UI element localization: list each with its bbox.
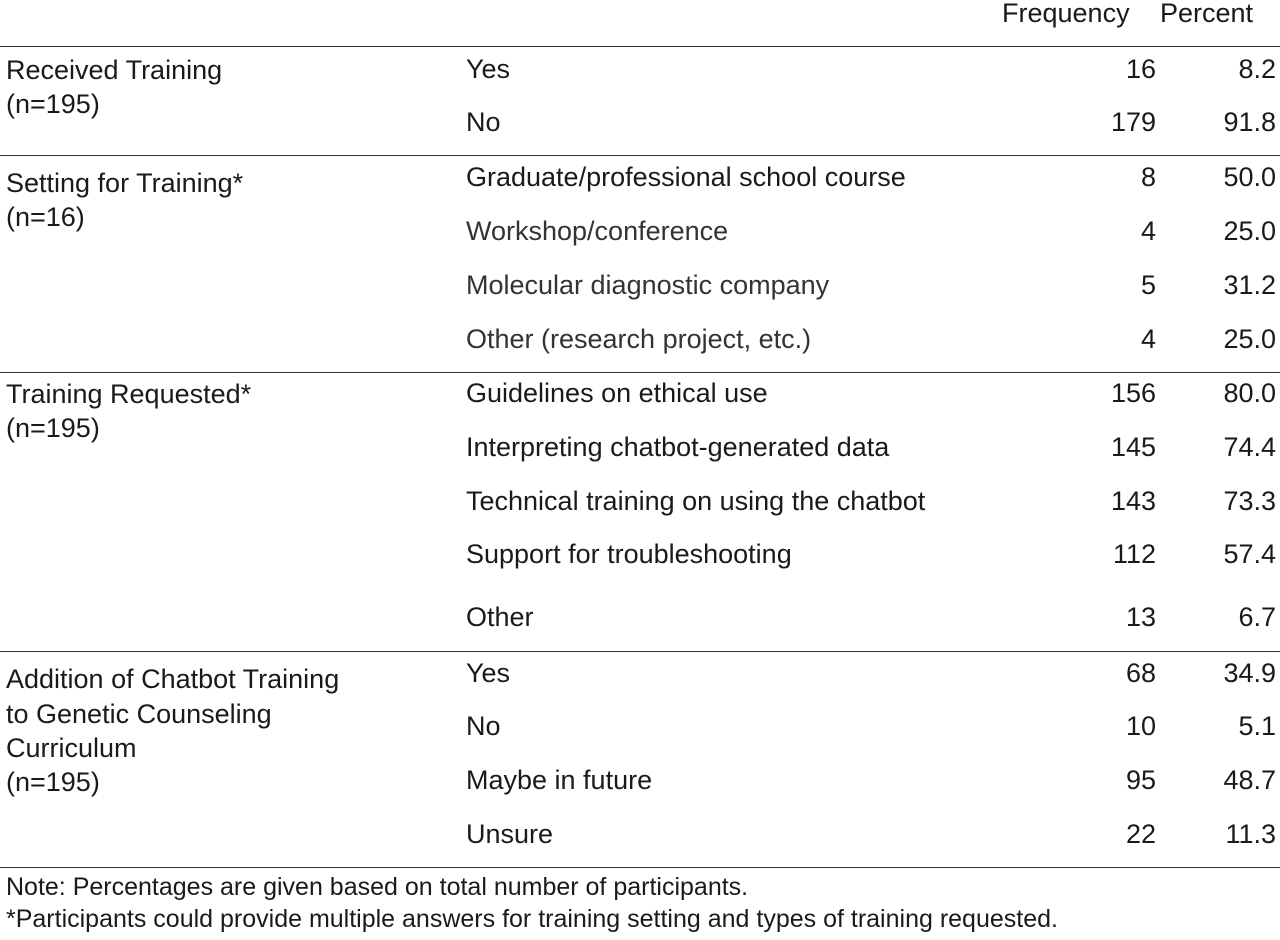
percent-value: 57.4: [1223, 539, 1276, 569]
table-note: Note: Percentages are given based on total number of participants.: [6, 873, 749, 901]
option-label: Yes: [466, 54, 511, 84]
category-label-line: Setting for Training*: [6, 168, 244, 198]
frequency-value: 4: [1140, 324, 1156, 354]
frequency-value: 95: [1125, 765, 1156, 795]
frequency-value: 112: [1112, 539, 1156, 569]
frequency-value: 145: [1110, 432, 1156, 462]
option-label: Other (research project, etc.): [466, 324, 812, 354]
frequency-value: 4: [1140, 216, 1156, 246]
category-label-line: (n=195): [6, 89, 100, 119]
option-label: No: [466, 711, 501, 741]
option-label: Support for troubleshooting: [466, 539, 792, 569]
percent-value: 6.7: [1238, 602, 1276, 632]
percent-value: 34.9: [1223, 658, 1276, 688]
category-label-line: (n=195): [6, 413, 100, 443]
frequency-value: 179: [1110, 107, 1156, 137]
frequency-value: 68: [1125, 658, 1156, 688]
frequency-value: 13: [1125, 602, 1156, 632]
frequency-value: 8: [1140, 162, 1156, 192]
category-label-line: (n=195): [6, 767, 100, 797]
section-rule: [0, 372, 1280, 373]
frequency-value: 143: [1110, 486, 1156, 516]
option-label: Molecular diagnostic company: [466, 270, 830, 300]
section-rule: [0, 651, 1280, 652]
option-label: Technical training on using the chatbot: [466, 486, 926, 516]
header-percent: Percent: [1160, 0, 1254, 28]
option-label: Workshop/conference: [466, 216, 729, 246]
frequency-value: 10: [1125, 711, 1156, 741]
percent-value: 91.8: [1223, 107, 1276, 137]
category-label-line: Curriculum: [6, 733, 137, 763]
frequency-value: 5: [1140, 270, 1156, 300]
percent-value: 73.3: [1223, 486, 1276, 516]
percent-value: 80.0: [1223, 378, 1276, 408]
percent-value: 50.0: [1223, 162, 1276, 192]
category-label-line: Addition of Chatbot Training: [6, 664, 340, 694]
option-label: Maybe in future: [466, 765, 653, 795]
table-footnote: *Participants could provide multiple answers for training setting and types of training requested.: [6, 905, 1058, 933]
option-label: Guidelines on ethical use: [466, 378, 768, 408]
section-rule: [0, 155, 1280, 156]
option-label: No: [466, 107, 501, 137]
header-frequency: Frequency: [1002, 0, 1130, 28]
category-label-line: (n=16): [6, 202, 85, 232]
bottom-rule: [0, 867, 1280, 868]
percent-value: 25.0: [1223, 216, 1276, 246]
header-rule: [0, 46, 1280, 47]
option-label: Interpreting chatbot-generated data: [466, 432, 890, 462]
frequency-value: 16: [1125, 54, 1156, 84]
percent-value: 31.2: [1223, 270, 1276, 300]
option-label: Yes: [466, 658, 511, 688]
option-label: Other: [466, 602, 534, 632]
frequency-value: 22: [1125, 819, 1156, 849]
percent-value: 48.7: [1223, 765, 1276, 795]
percent-value: 11.3: [1225, 819, 1276, 849]
percent-value: 5.1: [1238, 711, 1276, 741]
percent-value: 25.0: [1223, 324, 1276, 354]
category-label-line: Training Requested*: [6, 379, 252, 409]
frequency-value: 156: [1110, 378, 1156, 408]
category-label-line: Received Training: [6, 55, 223, 85]
category-label-line: to Genetic Counseling: [6, 699, 272, 729]
percent-value: 74.4: [1223, 432, 1276, 462]
option-label: Unsure: [466, 819, 554, 849]
percent-value: 8.2: [1238, 54, 1276, 84]
option-label: Graduate/professional school course: [466, 162, 906, 192]
